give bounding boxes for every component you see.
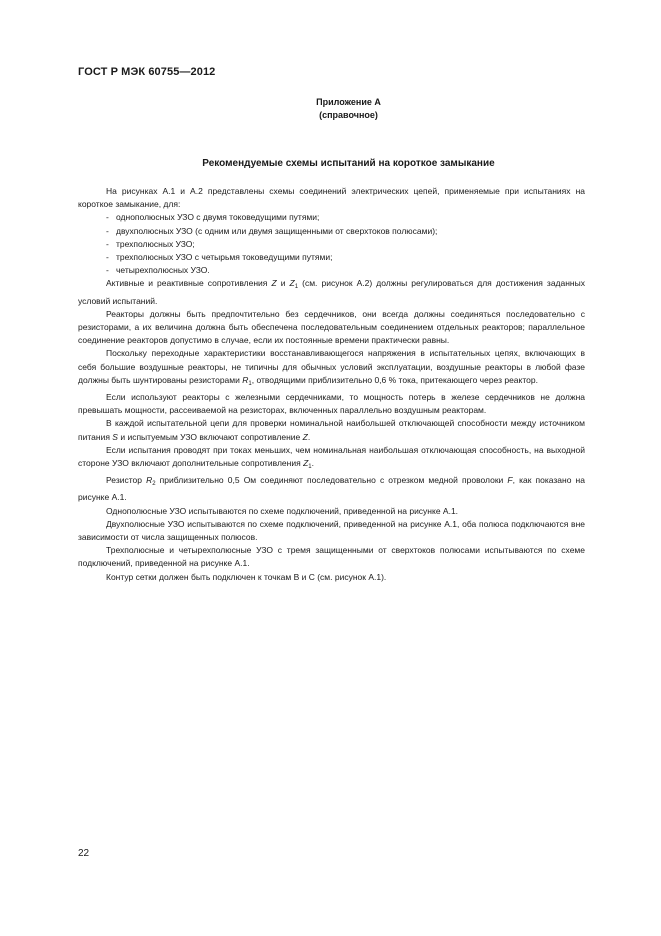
paragraph: Резистор $R_2$ приблизительно 0,5 Ом соединяют последовательно с отрезком медной проволоки F, как показано на рисунке А.1. [78,475,585,503]
paragraph: Поскольку переходные характеристики восстанавливающегося напряжения в испытательных цепях, включающих в себя большие воздушные реакторы, не типичны для обычных условий эксплуатации, воздушные реакторы в любой фазе должны быть шунтированы резисторами $R_1$, отводящими приблизительно 0,6 % тока, притекающего через реактор. [78,348,585,387]
body-text [78,185,585,584]
paragraph: Если используют реакторы с железными сердечниками, то мощность потерь в железе сердечников не должна превышать мощности, рассеиваемой на резисторах, включенных параллельно воздушным реакторам. [78,392,585,416]
device-list [78,211,585,277]
appendix-title: Приложение А [316,97,381,107]
paragraph: Если испытания проводят при токах меньших, чем номинальная наибольшая отключающая способность, на выходной стороне УЗО включают дополнительные сопротивления $Z_1$. [78,444,585,471]
paragraph: Контур сетки должен быть подключен к точкам В и С (см. рисунок А.1). [106,571,387,582]
list-item: - трехполюсных УЗО; [106,238,195,249]
paragraph: Двухполюсные УЗО испытываются по схеме подключений, приведенной на рисунке А.1, оба полюса подключаются вне зависимости от числа защищенных полюсов. [78,518,585,543]
list-item: - двухполюсных УЗО (с одним или двумя защищенными от сверхтоков полюсами); [106,225,438,236]
appendix-subtitle: (справочное) [319,110,378,120]
paragraph: На рисунках А.1 и А.2 представлены схемы соединений электрических цепей, применяемые при испытаниях на короткое замыкание, для: [78,186,585,210]
standard-header: ГОСТ Р МЭК 60755—2012 [78,66,216,78]
appendix-heading [0,96,661,122]
paragraph: Однополюсные УЗО испытываются по схеме подключений, приведенной на рисунке А.1. [106,505,459,516]
page-number: 22 [78,848,90,859]
list-item: - четырехполюсных УЗО. [106,265,210,276]
paragraph: В каждой испытательной цепи для проверки номинальной наибольшей отключающей способности между источником питания S и испытуемым УЗО включают сопротивление Z. [78,418,585,442]
paragraph: Трехполюсные и четырехполюсные УЗО с тремя защищенными от сверхтоков полюсами испытываются по схеме подключений, приведенной на рисунке А.1. [78,545,585,569]
paragraph: Активные и реактивные сопротивления Z и $Z_1$ (см. рисунок А.2) должны регулироваться для достижения заданных условий испытаний. [78,278,585,306]
paragraph: Реакторы должны быть предпочтительно без сердечников, они всегда должны соединяться последовательно с резисторами, а их величина должна быть обеспечена последовательным соединением отдельных реакторов; параллельное соединение реакторов допустимо в случае, если их постоянные времени практически равны. [78,308,585,346]
list-item: - трехполюсных УЗО с четырьмя токоведущими путями; [106,252,333,263]
section-title: Рекомендуемые схемы испытаний на короткое замыкание [202,158,495,169]
list-item: - однополюсных УЗО с двумя токоведущими путями; [106,212,320,223]
